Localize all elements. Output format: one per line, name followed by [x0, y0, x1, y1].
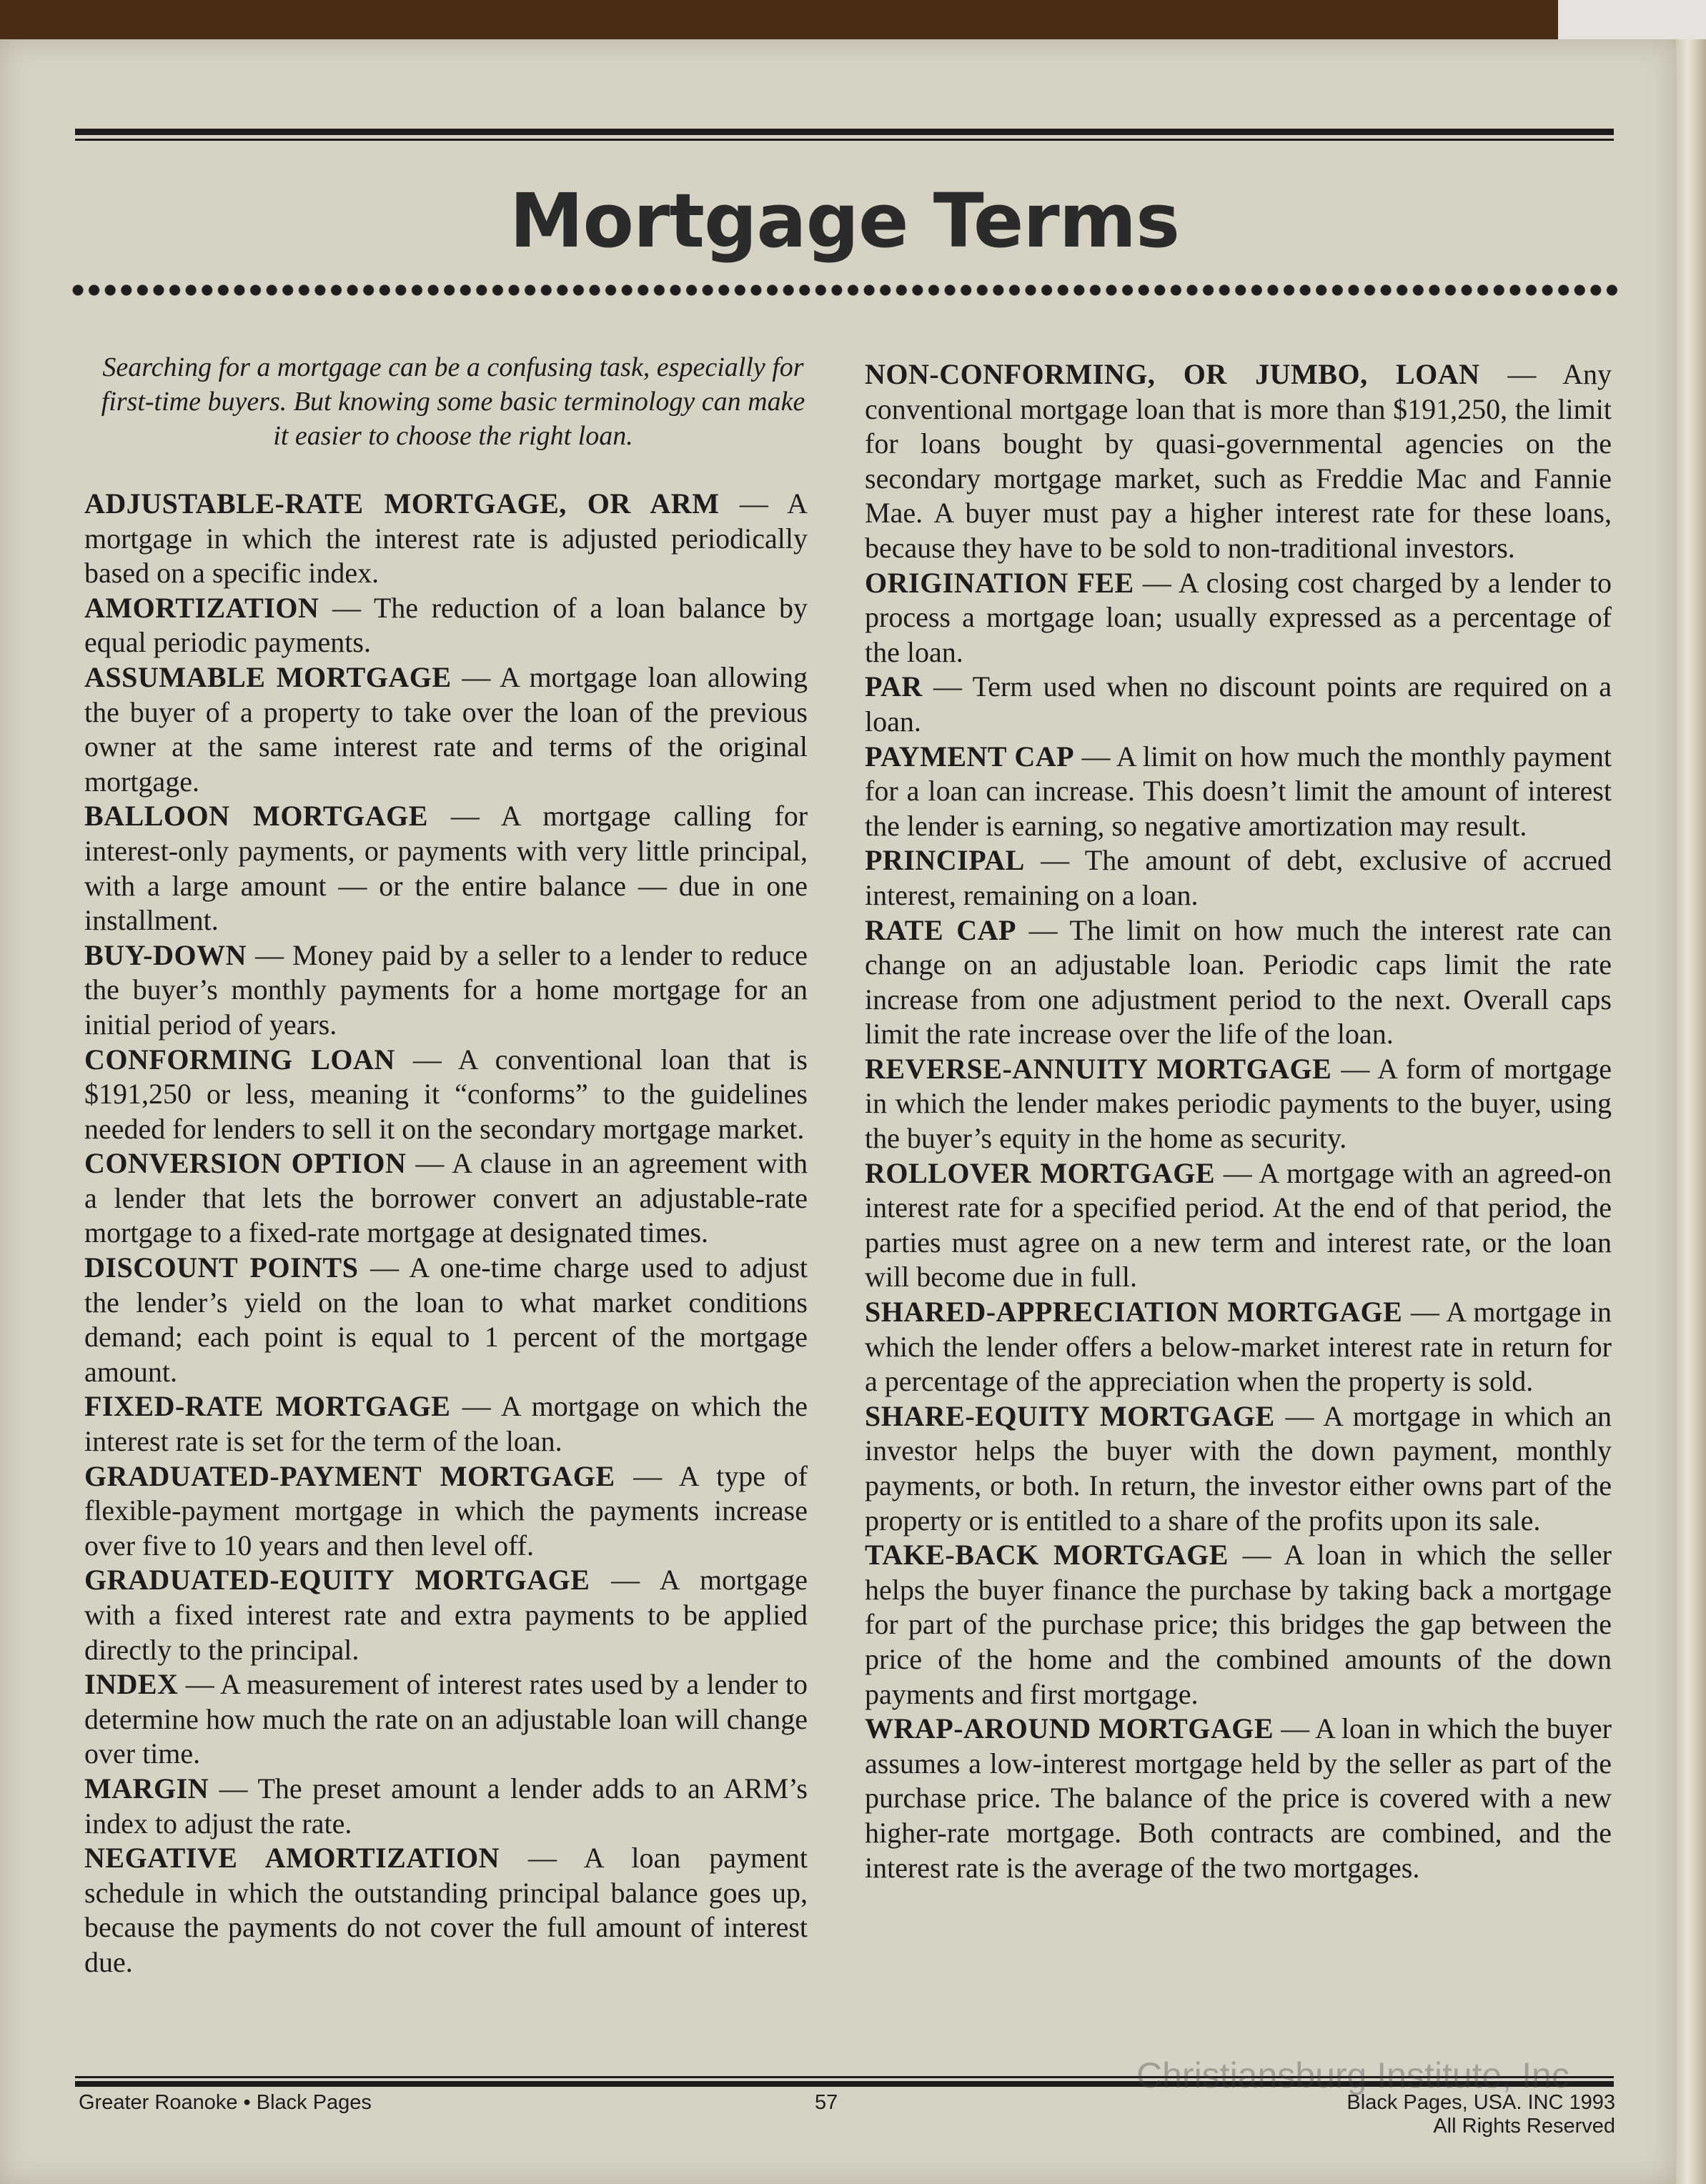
glossary-definition: — A mortgage calling for interest-only payments, or payments with very little principal, with a large amount — or the entire balance — due in one installment.: [84, 800, 808, 937]
glossary-entry: [84, 660, 808, 799]
glossary-entry: [84, 591, 808, 660]
glossary-term: BUY-DOWN: [84, 938, 247, 971]
glossary-entry: [865, 670, 1612, 739]
glossary-term: CONFORMING LOAN: [84, 1043, 395, 1076]
top-rule-thin: [75, 139, 1614, 141]
glossary-definition: — A mortgage loan allowing the buyer of a property to take over the loan of the previous owner at the same interest rate and terms of the original mortgage.: [84, 660, 808, 798]
glossary-term: GRADUATED-PAYMENT MORTGAGE: [84, 1459, 615, 1492]
watermark: Christiansburg Institute, Inc: [1136, 2055, 1569, 2095]
glossary-term: AMORTIZATION: [84, 591, 319, 624]
footer-copyright-line2: All Rights Reserved: [1433, 2115, 1615, 2138]
glossary-definition: — A mortgage in which an investor helps the buyer with the down payment, monthly payments, or both. In return, the investor either owns part of the property or is entitled to a share of the profits upon its sale.: [865, 1399, 1612, 1537]
glossary-term: PRINCIPAL: [865, 844, 1025, 877]
footer-page-number: 57: [815, 2091, 838, 2114]
footer-publication: Greater Roanoke • Black Pages: [79, 2091, 372, 2114]
glossary-entry: [84, 487, 808, 591]
left-term-list: [84, 487, 808, 1980]
glossary-entry: [865, 357, 1612, 566]
glossary-definition: — Term used when no discount points are required on a loan.: [865, 670, 1612, 738]
glossary-term: ORIGINATION FEE: [865, 566, 1134, 599]
glossary-term: RATE CAP: [865, 913, 1016, 946]
glossary-term: ROLLOVER MORTGAGE: [865, 1156, 1216, 1189]
dotted-divider: [70, 282, 1621, 298]
intro-paragraph: Searching for a mortgage can be a confusing task, especially for first-time buyers. But knowing some basic terminology can make it easier to choose the right loan.: [101, 352, 805, 451]
glossary-entry: [84, 1146, 808, 1251]
glossary-definition: — A measurement of interest rates used by a lender to determine how much the rate on an adjustable loan will change over time.: [84, 1668, 808, 1770]
glossary-term: PAR: [865, 670, 923, 703]
glossary-definition: — The preset amount a lender adds to an ARM’s index to adjust the rate.: [84, 1772, 808, 1840]
glossary-definition: — A form of mortgage in which the lender makes periodic payments to the buyer, using the buyer’s equity in the home as security.: [865, 1052, 1612, 1155]
right-column: [865, 357, 1612, 1885]
glossary-term: WRAP-AROUND MORTGAGE: [865, 1712, 1274, 1745]
glossary-entry: [84, 1841, 808, 1980]
glossary-definition: — A loan in which the buyer assumes a low-interest mortgage held by the seller as part of the purchase price. The balance of the price is covered with a new higher-rate mortgage. Both contracts are combined, and the interest rate is the average of the two mortgages.: [865, 1712, 1612, 1884]
glossary-definition: — A type of flexible-payment mortgage in which the payments increase over five to 10 years and then level off.: [84, 1459, 808, 1562]
glossary-entry: [865, 1538, 1612, 1712]
glossary-term: ASSUMABLE MORTGAGE: [84, 660, 452, 693]
page-title: Mortgage Terms: [510, 177, 1179, 264]
glossary-definition: — A mortgage in which the interest rate is adjusted periodically based on a specific index.: [84, 487, 808, 590]
glossary-term: REVERSE-ANNUITY MORTGAGE: [865, 1052, 1332, 1085]
glossary-term: BALLOON MORTGAGE: [84, 800, 428, 833]
glossary-term: FIXED-RATE MORTGAGE: [84, 1390, 451, 1423]
glossary-entry: [865, 1295, 1612, 1399]
right-term-list: [865, 357, 1612, 1885]
glossary-entry: [865, 1712, 1612, 1885]
glossary-term: SHARE-EQUITY MORTGAGE: [865, 1399, 1275, 1432]
glossary-entry: [865, 1156, 1612, 1295]
glossary-entry: [865, 843, 1612, 913]
glossary-definition: — A closing cost charged by a lender to process a mortgage loan; usually expressed as a percentage of the loan.: [865, 566, 1612, 668]
glossary-definition: — Money paid by a seller to a lender to reduce the buyer’s monthly payments for a home mortgage for an initial period of years.: [84, 938, 808, 1041]
glossary-definition: — A mortgage on which the interest rate is set for the term of the loan.: [84, 1390, 808, 1458]
glossary-entry: [84, 799, 808, 938]
glossary-definition: — Any conventional mortgage loan that is more than $191,250, the limit for loans bought by quasi-governmental agencies on the secondary mortgage market, such as Freddie Mac and Fannie Mae. A buyer must pay a higher interest rate for these loans, because they have to be sold to non-traditional investors.: [865, 358, 1612, 564]
footer-copyright-line1: Black Pages, USA. INC 1993: [1347, 2091, 1615, 2114]
glossary-definition: — A clause in an agreement with a lender that lets the borrower convert an adjustable-rate mortgage to a fixed-rate mortgage at designated times.: [84, 1147, 808, 1249]
left-column: [84, 350, 808, 1980]
glossary-entry: [84, 1389, 808, 1459]
glossary-term: SHARED-APPRECIATION MORTGAGE: [865, 1296, 1403, 1329]
glossary-definition: — A mortgage in which the lender offers a below-market interest rate in return for a percentage of the appreciation when the property is sold.: [865, 1296, 1612, 1398]
glossary-definition: — A mortgage with a fixed interest rate and extra payments to be applied directly to the principal.: [84, 1564, 808, 1666]
glossary-entry: [865, 566, 1612, 670]
glossary-entry: [84, 1251, 808, 1389]
glossary-entry: [84, 938, 808, 1043]
glossary-entry: [865, 740, 1612, 844]
footer-copyright: [1301, 2091, 1615, 2138]
glossary-definition: — The amount of debt, exclusive of accrued interest, remaining on a loan.: [865, 844, 1612, 911]
glossary-entry: [84, 1459, 808, 1564]
glossary-entry: [84, 1563, 808, 1667]
glossary-entry: [865, 1052, 1612, 1156]
top-rule-thick: [75, 129, 1614, 135]
page-edge: [1676, 39, 1706, 2184]
glossary-term: GRADUATED-EQUITY MORTGAGE: [84, 1564, 590, 1597]
glossary-definition: — The reduction of a loan balance by equal periodic payments.: [84, 591, 808, 659]
glossary-term: INDEX: [84, 1668, 179, 1701]
glossary-definition: — A loan in which the seller helps the buyer finance the purchase by taking back a mortgage for part of the purchase price; this bridges the gap between the price of the home and the combined amounts of the down payments and first mortgage.: [865, 1539, 1612, 1710]
background-paper-strip: [1558, 0, 1706, 41]
glossary-entry: [84, 1667, 808, 1772]
glossary-definition: — The limit on how much the interest rate can change on an adjustable loan. Periodic caps limit the rate increase from one adjustment period to the next. Overall caps limit the rate increase over the life of the loan.: [865, 913, 1612, 1051]
glossary-entry: [865, 913, 1612, 1052]
glossary-definition: — A one-time charge used to adjust the lender’s yield on the loan to what market conditions demand; each point is equal to 1 percent of the mortgage amount.: [84, 1251, 808, 1388]
glossary-term: DISCOUNT POINTS: [84, 1251, 359, 1284]
glossary-term: CONVERSION OPTION: [84, 1147, 407, 1180]
glossary-term: MARGIN: [84, 1772, 209, 1805]
glossary-definition: — A mortgage with an agreed-on interest rate for a specified period. At the end of that period, the parties must agree on a new term and interest rate, or the loan will become due in full.: [865, 1156, 1612, 1294]
glossary-definition: — A limit on how much the monthly payment for a loan can increase. This doesn’t limit the amount of interest the lender is earning, so negative amortization may result.: [865, 740, 1612, 842]
glossary-definition: — A conventional loan that is $191,250 or less, meaning it “conforms” to the guidelines needed for lenders to sell it on the secondary mortgage market.: [84, 1043, 808, 1145]
glossary-entry: [865, 1399, 1612, 1538]
glossary-entry: [84, 1043, 808, 1147]
glossary-term: NEGATIVE AMORTIZATION: [84, 1842, 500, 1875]
glossary-term: NON-CONFORMING, OR JUMBO, LOAN: [865, 358, 1480, 390]
glossary-definition: — A loan payment schedule in which the outstanding principal balance goes up, because the payments do not cover the full amount of interest due.: [84, 1842, 808, 1978]
glossary-entry: [84, 1772, 808, 1841]
glossary-term: ADJUSTABLE-RATE MORTGAGE, OR ARM: [84, 487, 720, 520]
glossary-term: TAKE-BACK MORTGAGE: [865, 1539, 1229, 1572]
glossary-term: PAYMENT CAP: [865, 740, 1075, 773]
